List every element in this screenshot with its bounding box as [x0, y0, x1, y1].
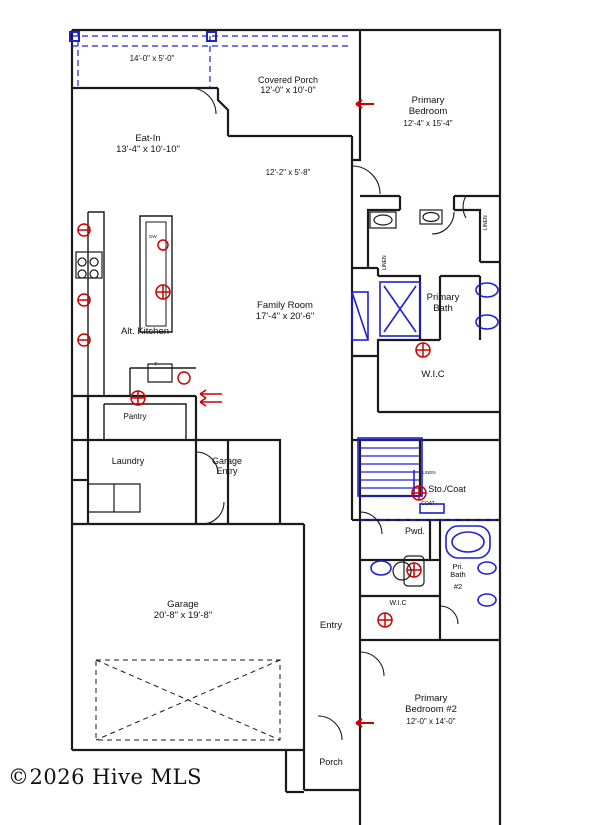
room-label-name: COAT: [421, 501, 435, 507]
room-label-name: Sto./Coat: [428, 484, 466, 494]
room-label: [361, 694, 501, 715]
doors: [190, 88, 466, 740]
copyright-text: ©2026 Hive MLS: [8, 765, 202, 789]
room-label-name: Family Room: [257, 300, 313, 311]
room-label-name: W.I.C: [389, 600, 407, 607]
room-label-name: W.I.C: [421, 369, 445, 380]
room-label-name: Garage: [211, 456, 243, 466]
room-label-name: Entry: [319, 620, 343, 631]
room-label-name: Laundry: [111, 456, 145, 466]
room-label: [157, 456, 297, 476]
room-label-dimension: Bath: [450, 570, 466, 580]
room-label: [328, 600, 468, 608]
room-label: [261, 621, 401, 632]
room-label: [86, 363, 226, 369]
fixtures-blue: [352, 282, 498, 606]
room-label: [388, 583, 528, 591]
room-label-name: 12'-4" x 15'-4": [403, 119, 453, 128]
room-label-name: Pri.: [452, 562, 464, 571]
room-label-name: Porch: [319, 757, 343, 767]
room-label: [113, 600, 253, 621]
room-label: [358, 502, 498, 508]
room-label-name: LINEN: [382, 255, 389, 271]
room-label-name: Primary: [414, 693, 448, 704]
room-label-name: 12'-2" x 5'-8": [265, 168, 311, 177]
room-label: [358, 120, 498, 129]
room-label: [345, 526, 485, 536]
room-label-name: Covered Porch: [257, 75, 319, 85]
room-label: [78, 134, 218, 155]
room-label-name: 14'-0" x 5'-0": [129, 54, 175, 63]
room-label: [75, 327, 215, 338]
room-label-name: DW: [149, 234, 157, 239]
room-label: [82, 55, 222, 64]
room-label-name: Garage: [167, 599, 199, 610]
room-label: [218, 75, 358, 95]
room-label-name: Alt. Kitchen: [120, 326, 170, 337]
room-label-dimension: Bath: [433, 302, 453, 314]
room-label-name: #2: [453, 582, 463, 591]
room-label-dimension: Bedroom: [408, 105, 448, 117]
room-label: [363, 370, 503, 381]
room-label-dimension: Bedroom #2: [405, 703, 457, 715]
room-label-name: Primary: [426, 292, 460, 303]
room-label-name: Pantry: [123, 412, 147, 421]
room-label-dimension: 12'-0" x 10'-0": [260, 85, 316, 96]
room-label-name: LINEN: [483, 215, 490, 231]
room-label-name: F: [154, 362, 158, 368]
room-label-dimension: 17'-4" x 20'-6": [255, 310, 315, 322]
room-label-name: 12'-0" x 14'-0": [406, 717, 456, 726]
room-label: [358, 96, 498, 117]
room-label-dimension: Entry: [216, 466, 238, 477]
room-label: [484, 153, 490, 293]
room-label-name: LINEN: [422, 470, 436, 475]
room-label: [373, 293, 513, 314]
room-label: [377, 484, 517, 494]
room-label-name: Eat-In: [135, 133, 161, 144]
room-label-name: Pwd.: [404, 526, 425, 536]
room-label: [388, 563, 528, 580]
room-label: [261, 757, 401, 767]
room-label-dimension: 13'-4" x 10'-10": [116, 143, 180, 155]
room-label: [215, 301, 355, 322]
room-label: [361, 718, 501, 727]
room-label: [218, 169, 358, 178]
room-label: [65, 413, 205, 422]
room-label: [359, 470, 499, 475]
room-label: [83, 234, 223, 239]
room-label-name: Primary: [411, 95, 445, 106]
room-label-dimension: 20'-8" x 19'-8": [153, 609, 213, 621]
